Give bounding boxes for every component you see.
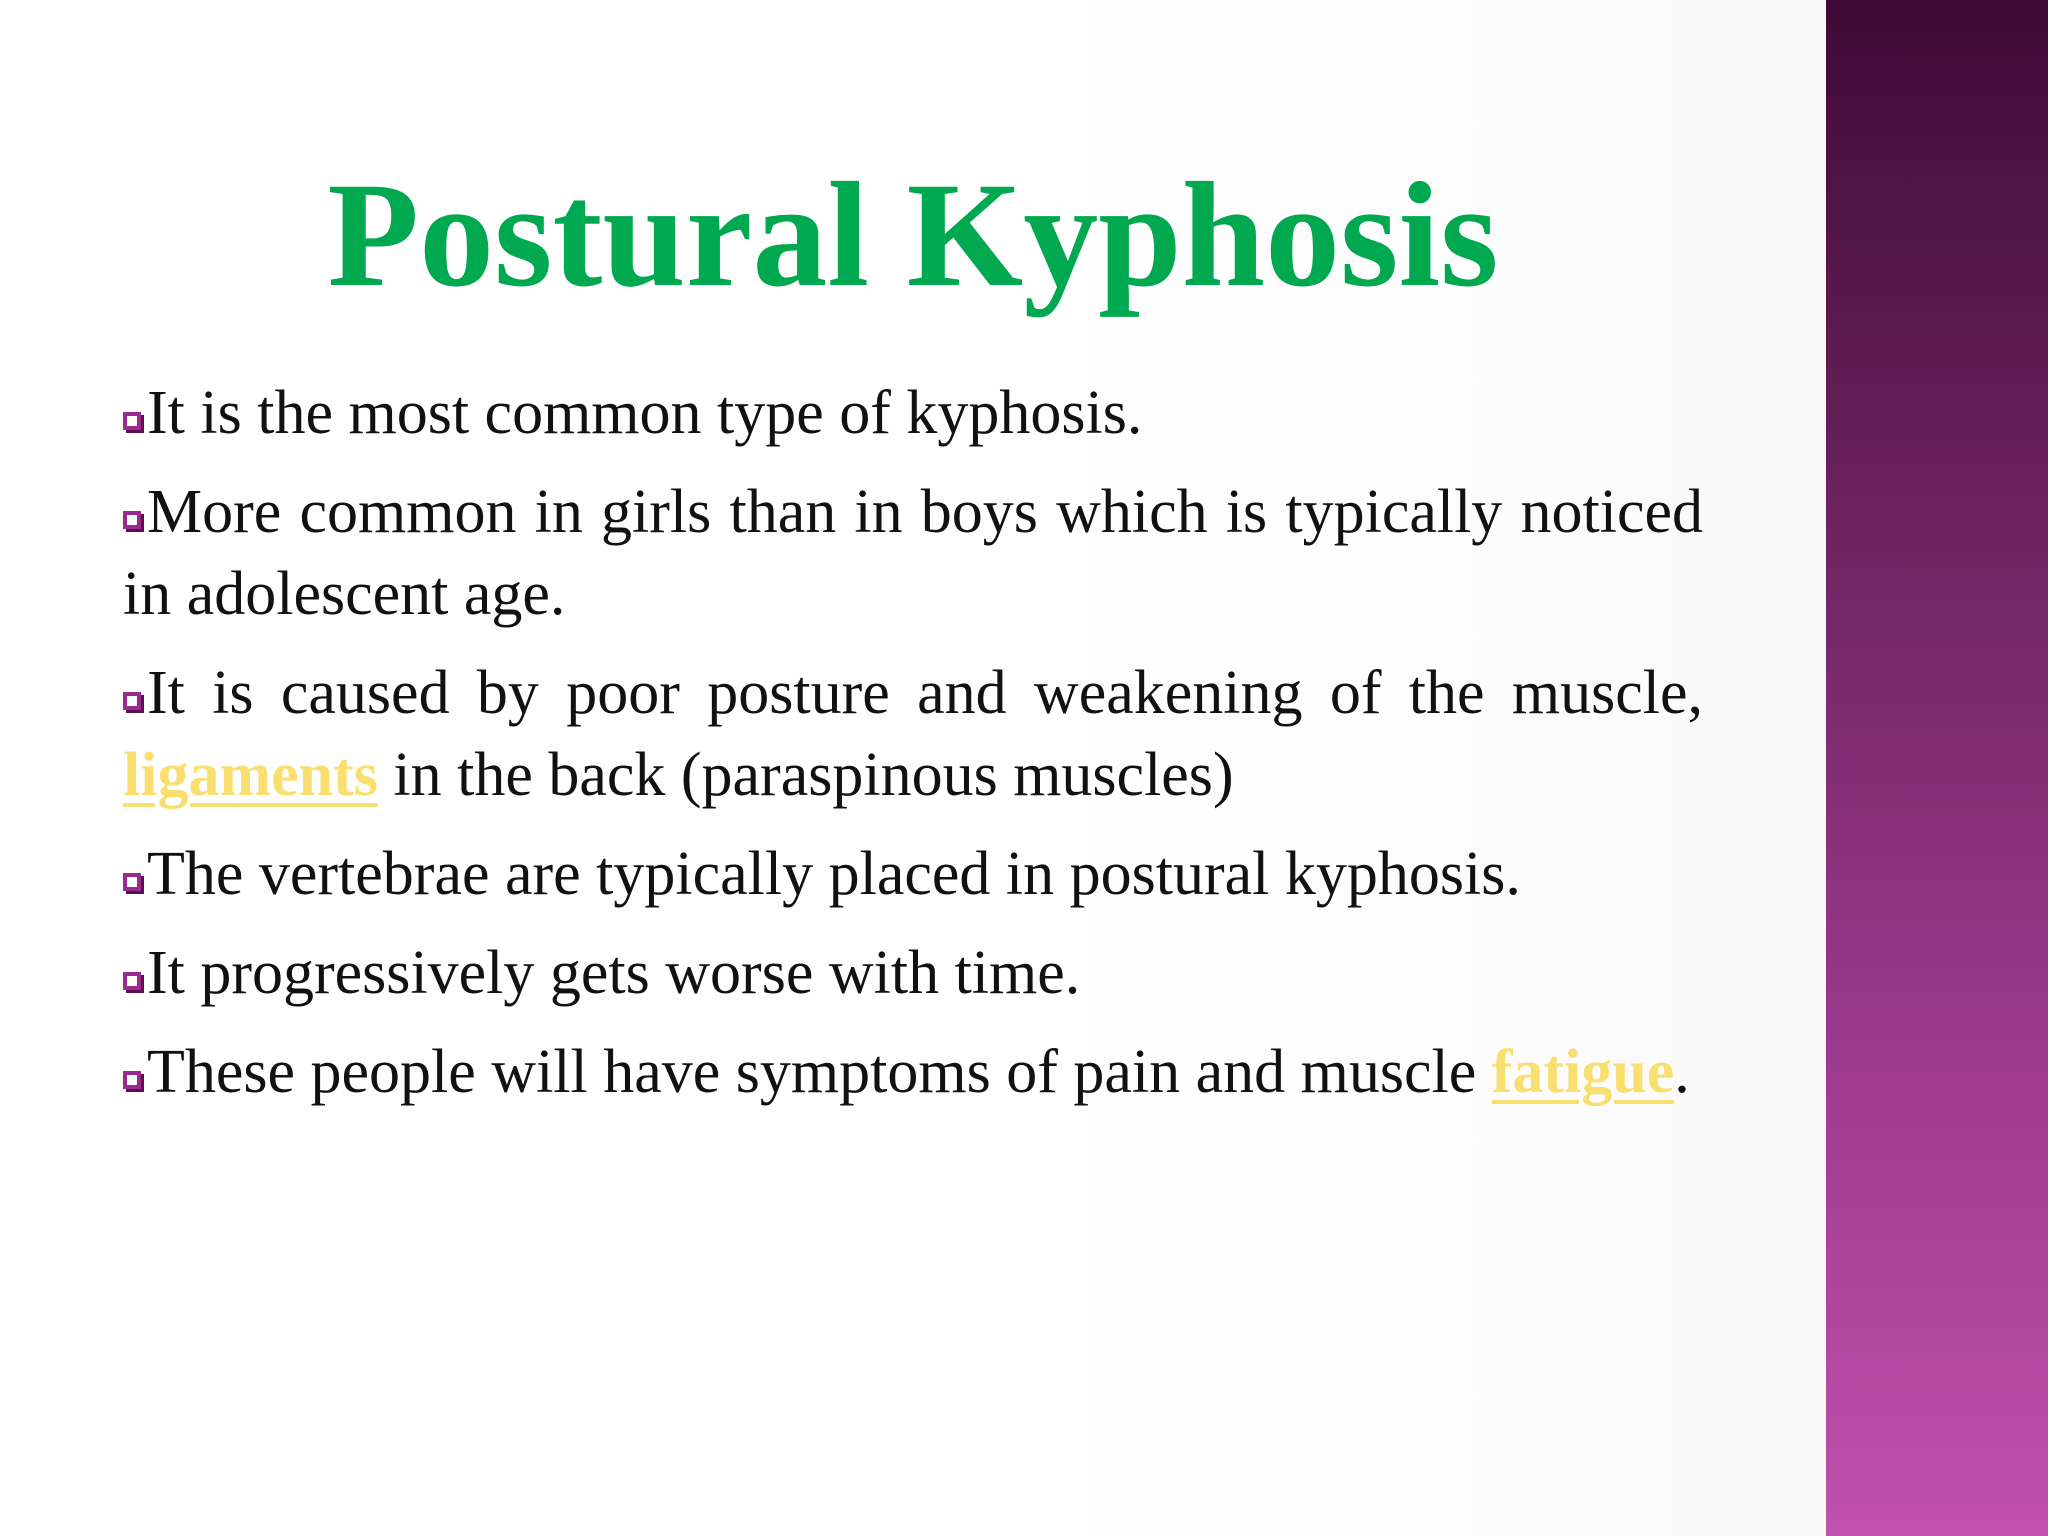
bullet-item-1: It is the most common type of kyphosis. [123,372,1703,454]
bullet-item-4: The vertebrae are typically placed in postural kyphosis. [123,833,1703,915]
bullet-square-icon [123,1071,141,1089]
bullet-item-6: These people will have symptoms of pain and muscle fatigue. [123,1031,1703,1113]
slide-title: Postural Kyphosis [327,152,1499,318]
decorative-side-band [1826,0,2048,1536]
bullet-list [123,372,1703,1130]
bullet-square-icon [123,412,141,430]
bullet-item-5: It progressively gets worse with time. [123,932,1703,1014]
bullet-square-icon [123,972,141,990]
bullet-square-icon [123,692,141,710]
bullet-item-3: It is caused by poor posture and weakening of the muscle, ligaments in the back (paraspinous muscles) [123,659,1703,809]
fatigue-link[interactable]: fatigue [1491,1038,1675,1106]
ligaments-link[interactable]: ligaments [123,741,378,809]
bullet-item-2: More common in girls than in boys which is typically noticed in adolescent age. [123,478,1703,628]
bullet-square-icon [123,873,141,891]
bullet-square-icon [123,511,141,529]
